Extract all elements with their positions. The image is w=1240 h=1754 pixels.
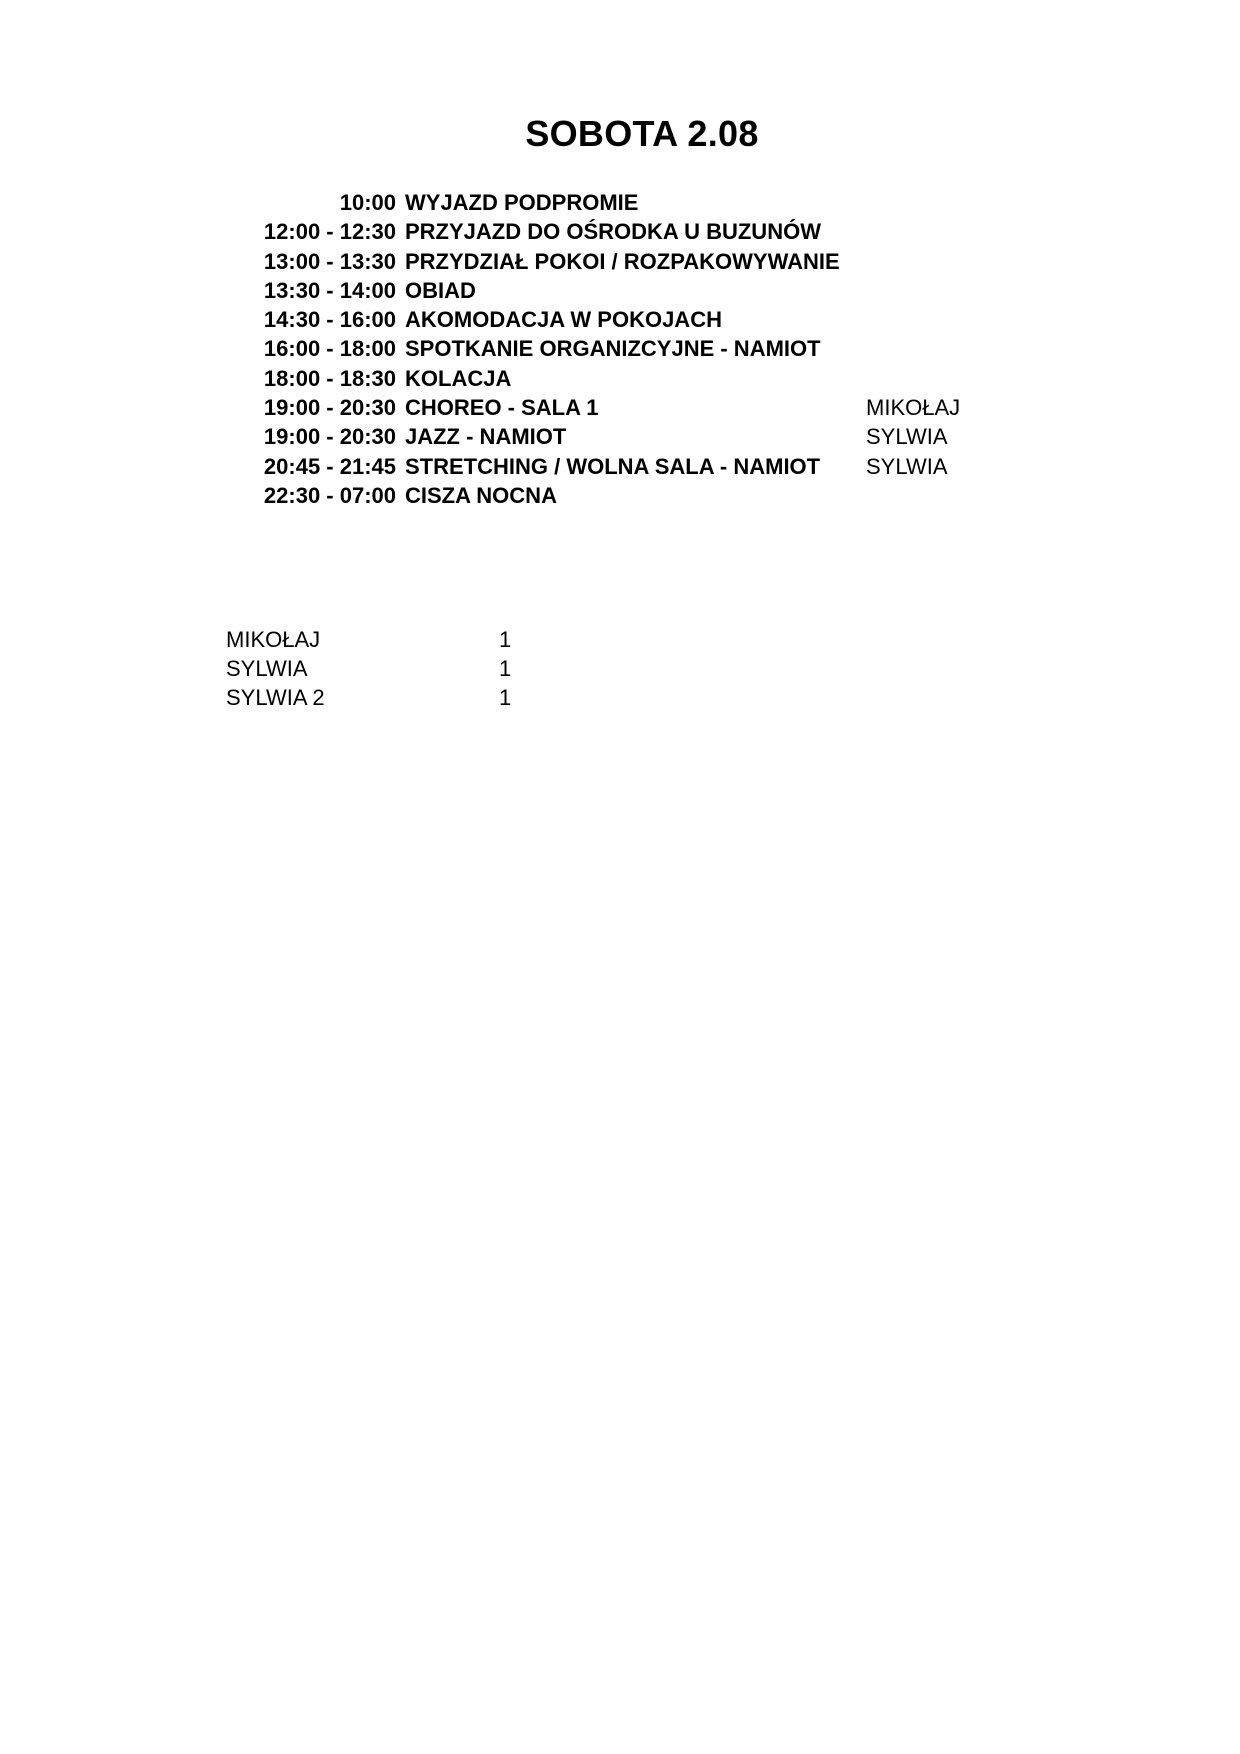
summary-name: SYLWIA (226, 656, 308, 681)
schedule-activity: CHOREO - SALA 1 (405, 395, 599, 421)
schedule-instructor: SYLWIA (866, 424, 948, 450)
schedule-time: 13:00 - 13:30 (263, 248, 396, 274)
schedule-row (0, 422, 1240, 451)
schedule-activity: OBIAD (405, 277, 476, 303)
page-title: SOBOTA 2.08 (525, 113, 759, 154)
schedule-activity: PRZYJAZD DO OŚRODKA U BUZUNÓW (405, 219, 821, 245)
summary-row (0, 654, 1240, 683)
schedule-table (0, 188, 1240, 510)
schedule-activity: WYJAZD PODPROMIE (405, 190, 639, 215)
summary-name: SYLWIA 2 (226, 685, 325, 710)
schedule-time: 20:45 - 21:45 (263, 453, 396, 479)
schedule-activity: KOLACJA (405, 365, 512, 391)
schedule-instructor: SYLWIA (866, 453, 948, 479)
summary-count: 1 (499, 627, 512, 652)
schedule-time: 22:30 - 07:00 (263, 482, 396, 508)
summary-count: 1 (499, 656, 512, 681)
schedule-instructor: MIKOŁAJ (866, 395, 961, 421)
schedule-row (0, 276, 1240, 305)
schedule-time: 10:00 (339, 190, 396, 215)
summary-row (0, 683, 1240, 712)
schedule-activity: AKOMODACJA W POKOJACH (405, 307, 722, 333)
schedule-time: 14:30 - 16:00 (263, 307, 396, 333)
schedule-activity: STRETCHING / WOLNA SALA - NAMIOT (405, 453, 821, 479)
schedule-time: 13:30 - 14:00 (263, 277, 396, 303)
schedule-activity: JAZZ - NAMIOT (405, 424, 567, 450)
schedule-time: 18:00 - 18:30 (263, 365, 396, 391)
schedule-time: 19:00 - 20:30 (263, 424, 396, 450)
schedule-activity: PRZYDZIAŁ POKOI / ROZPAKOWYWANIE (405, 248, 840, 274)
summary-name: MIKOŁAJ (226, 627, 321, 652)
schedule-row (0, 334, 1240, 363)
schedule-row (0, 452, 1240, 481)
instructor-summary (0, 625, 1240, 712)
schedule-activity: CISZA NOCNA (405, 482, 557, 508)
schedule-row (0, 217, 1240, 246)
schedule-activity: SPOTKANIE ORGANIZCYJNE - NAMIOT (405, 336, 821, 362)
schedule-row (0, 305, 1240, 334)
schedule-row (0, 393, 1240, 422)
summary-row (0, 625, 1240, 654)
schedule-row (0, 188, 1240, 217)
schedule-time: 12:00 - 12:30 (263, 219, 396, 245)
schedule-time: 16:00 - 18:00 (263, 336, 396, 362)
schedule-time: 19:00 - 20:30 (263, 395, 396, 421)
summary-count: 1 (499, 685, 512, 710)
schedule-row (0, 364, 1240, 393)
schedule-row (0, 247, 1240, 276)
schedule-row (0, 481, 1240, 510)
